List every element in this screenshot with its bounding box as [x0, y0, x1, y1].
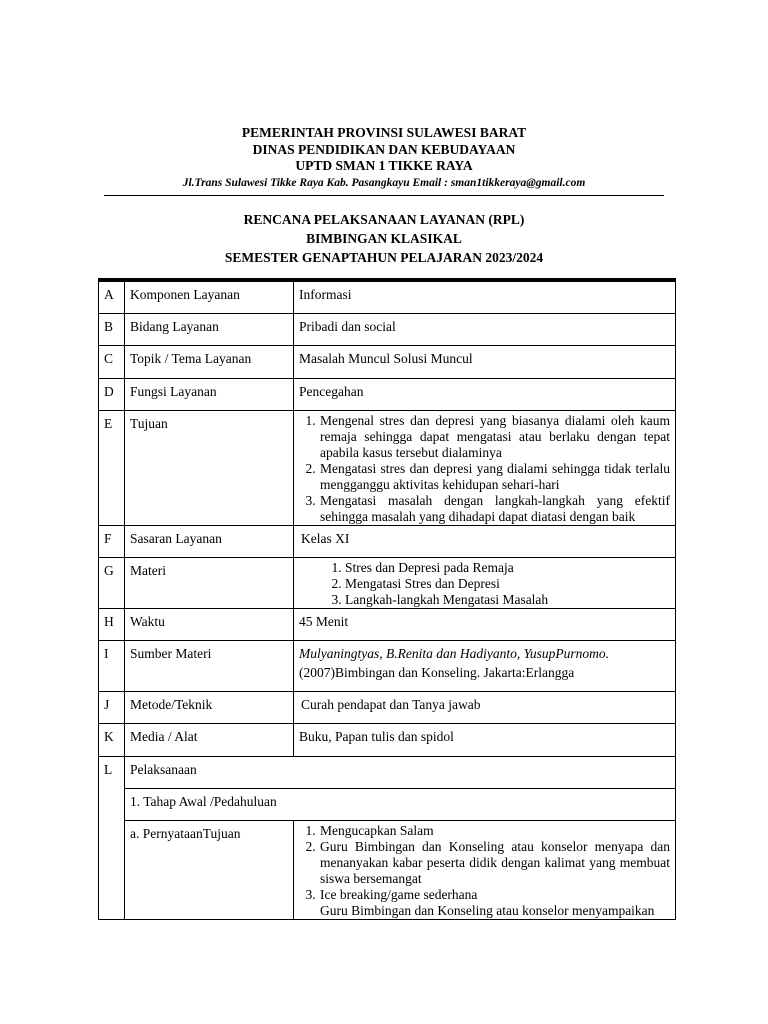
list-item: 3. Langkah-langkah Mengatasi Masalah	[345, 592, 670, 608]
table-row	[99, 557, 676, 608]
list-item: 1. Stres dan Depresi pada Remaja	[345, 560, 670, 576]
row-label: Metode/Teknik	[125, 691, 294, 723]
row-label: Pelaksanaan	[125, 756, 676, 788]
list-item: 2. Mengatasi Stres dan Depresi	[345, 576, 670, 592]
row-label: Komponen Layanan	[125, 280, 294, 313]
stage-label: 1. Tahap Awal /Pedahuluan	[125, 788, 676, 820]
row-value: Pribadi dan social	[294, 313, 676, 345]
metode-value: Curah pendapat dan Tanya jawab	[301, 696, 481, 712]
table-row	[99, 280, 676, 313]
list-item: 1. Mengucapkan Salam	[319, 823, 670, 839]
source-citation: (2007)Bimbingan dan Konseling. Jakarta:Erlangga	[299, 664, 575, 680]
table-row	[99, 608, 676, 640]
title-line-2: BIMBINGAN KLASIKAL	[306, 231, 462, 246]
sub-label: a. PernyataanTujuan	[125, 820, 294, 919]
materi-list	[299, 560, 670, 608]
table-row	[99, 756, 676, 788]
list-item: 3. Ice breaking/game sederhana	[319, 887, 670, 903]
tujuan-steps-list	[299, 823, 670, 919]
table-row	[99, 723, 676, 756]
table-row	[99, 820, 676, 919]
row-label: Tujuan	[125, 410, 294, 525]
title-line-1: RENCANA PELAKSANAAN LAYANAN (RPL)	[243, 212, 525, 227]
row-letter: E	[99, 410, 125, 525]
row-label: Waktu	[125, 608, 294, 640]
row-label: Fungsi Layanan	[125, 378, 294, 410]
tujuan-list	[299, 413, 670, 525]
title-line-3: SEMESTER GENAPTAHUN PELAJARAN 2023/2024	[224, 250, 544, 265]
source-authors: Mulyaningtyas, B.Renita dan Hadiyanto, YusupPurnomo.	[299, 645, 609, 661]
row-letter: L	[99, 756, 125, 919]
table-row	[99, 525, 676, 557]
table-row	[99, 640, 676, 691]
row-value: Buku, Papan tulis dan spidol	[294, 723, 676, 756]
row-letter: G	[99, 557, 125, 608]
table-row	[99, 691, 676, 723]
row-letter: B	[99, 313, 125, 345]
table-row	[99, 378, 676, 410]
row-label: Materi	[125, 557, 294, 608]
list-item: 1. Mengenal stres dan depresi yang biasanya dialami oleh kaum remaja sehingga dapat mengatasi atau berlaku dengan tepat apabila kasus tersebut dialaminya	[319, 413, 670, 461]
row-letter: F	[99, 525, 125, 557]
row-letter: C	[99, 345, 125, 378]
row-value	[294, 557, 676, 608]
row-letter: H	[99, 608, 125, 640]
row-value	[294, 525, 676, 557]
row-value	[294, 410, 676, 525]
list-item: 3. Mengatasi masalah dengan langkah-langkah yang efektif sehingga masalah yang dihadapi dapat diatasi dengan baik	[319, 493, 670, 525]
document-title	[0, 210, 768, 267]
row-letter: K	[99, 723, 125, 756]
row-letter: A	[99, 280, 125, 313]
letterhead	[0, 125, 768, 191]
table-row	[99, 788, 676, 820]
row-letter: I	[99, 640, 125, 691]
list-item: 2. Mengatasi stres dan depresi yang dialami sehingga tidak terlalu mengganggu aktivitas kehidupan sehari-hari	[319, 461, 670, 493]
row-letter: D	[99, 378, 125, 410]
row-letter: J	[99, 691, 125, 723]
list-item: 4. Guru Bimbingan dan Konseling atau konselor menyampaikan	[319, 903, 670, 919]
row-label: Bidang Layanan	[125, 313, 294, 345]
table-row	[99, 410, 676, 525]
sasaran-value: Kelas XI	[301, 530, 350, 546]
row-value: Pencegahan	[294, 378, 676, 410]
row-label: Topik / Tema Layanan	[125, 345, 294, 378]
letterhead-divider	[104, 195, 664, 196]
letterhead-province: PEMERINTAH PROVINSI SULAWESI BARAT	[241, 125, 527, 140]
row-label: Sasaran Layanan	[125, 525, 294, 557]
row-value	[294, 691, 676, 723]
row-value	[294, 820, 676, 919]
row-value: Informasi	[294, 280, 676, 313]
row-label: Media / Alat	[125, 723, 294, 756]
table-row	[99, 313, 676, 345]
row-value: 45 Menit	[294, 608, 676, 640]
rpl-table	[98, 278, 676, 920]
letterhead-school: UPTD SMAN 1 TIKKE RAYA	[295, 158, 473, 173]
row-value	[294, 640, 676, 691]
row-label: Sumber Materi	[125, 640, 294, 691]
letterhead-address: Jl.Trans Sulawesi Tikke Raya Kab. Pasangkayu Email : sman1tikkeraya@gmail.com	[182, 176, 586, 189]
table-row	[99, 345, 676, 378]
list-item: 2. Guru Bimbingan dan Konseling atau konselor menyapa dan menanyakan kabar peserta didik dengan kalimat yang membuat siswa bersemangat	[319, 839, 670, 887]
letterhead-department: DINAS PENDIDIKAN DAN KEBUDAYAAN	[252, 141, 516, 157]
row-value: Masalah Muncul Solusi Muncul	[294, 345, 676, 378]
